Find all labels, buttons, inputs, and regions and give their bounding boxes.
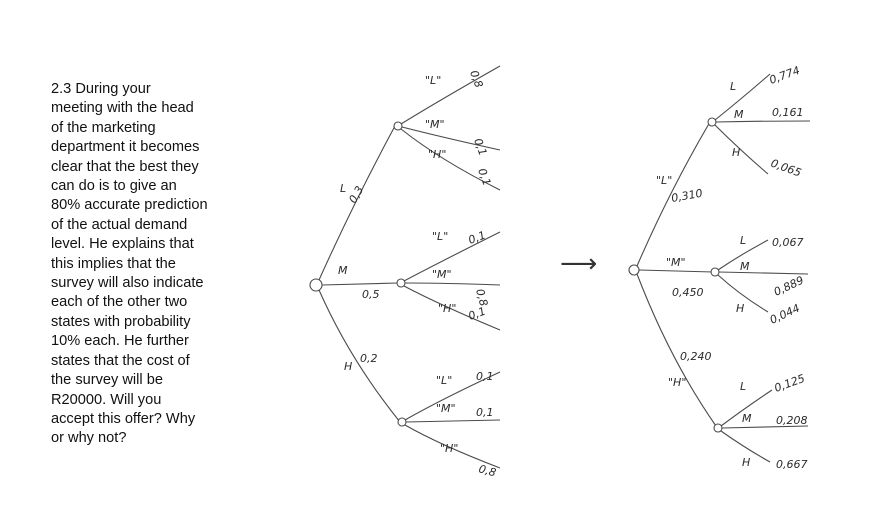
right-sub-prob: 0,889 [771,273,806,299]
right-branch-label: "M" [666,256,686,269]
right-sub-node [708,118,716,126]
right-sub-state: H [742,456,751,469]
left-branch-h-prob: 0,2 [360,352,378,365]
left-sub-prob: 0,1 [475,166,494,188]
right-sub-state: H [736,302,745,315]
left-branch-m-prob: 0,5 [362,288,380,301]
left-branch-m-state: M [338,264,348,277]
right-sub-node [711,268,719,276]
left-sub-label: "L" [432,230,449,243]
right-branch-label: "H" [668,376,687,389]
left-sub-label: "M" [425,118,445,131]
right-sub-prob: 0,161 [772,106,804,119]
left-sub-label: "M" [432,268,452,281]
right-tree [629,64,810,471]
left-sub-label: "H" [440,442,459,455]
right-sub-prob: 0,065 [768,156,804,180]
left-sub-label: "L" [436,374,453,387]
left-sub-node-m [397,279,405,287]
right-branch-prob: 0,450 [672,286,704,299]
right-sub-state: M [734,108,744,121]
right-sub-branch [719,272,808,274]
right-sub-node [714,424,722,432]
left-sub-prob: 0,8 [473,287,491,308]
right-sub-state: L [740,380,747,393]
left-sub-prob: 0,8 [477,462,498,480]
left-sub-branch [405,283,500,285]
right-sub-branch [716,121,810,122]
question-text: 2.3 During your meeting with the head of the marketing department it becomes clear that the best they can do is to give an 80% accurate prediction of the actual demand level. He explains that this implies that the survey will also indicate each of the other two states with probability 10% each. He further states that the cost of the survey will be R20000. Will you accept this offer? Why or why not? [51,81,208,447]
left-sub-prob: 0,1 [471,136,490,158]
right-branch [639,270,713,272]
left-sub-prob: 0,1 [466,228,488,247]
right-sub-state: L [730,80,737,93]
left-sub-prob: 0,1 [476,370,494,383]
right-sub-state: L [740,234,747,247]
left-sub-prob: 0,8 [467,68,486,90]
right-sub-prob: 0,774 [767,63,802,87]
left-sub-prob: 0,1 [476,406,494,419]
left-branch-l-state: L [340,182,347,195]
left-sub-label: "H" [438,302,457,315]
left-sub-branch [401,66,500,124]
right-sub-prob: 0,208 [776,414,808,427]
left-sub-node-h [398,418,406,426]
left-sub-prob: 0,1 [466,304,488,323]
right-sub-prob: 0,044 [767,301,802,327]
right-sub-prob: 0,667 [776,458,808,471]
right-sub-prob: 0,067 [772,236,804,249]
left-branch-l-prob: 0,3 [346,183,367,206]
right-branch-prob: 0,240 [680,350,712,363]
left-sub-label: "L" [425,74,442,87]
right-sub-branch [715,125,768,174]
left-sub-label: "H" [428,148,447,161]
left-sub-branch [406,420,500,422]
transform-arrow: ⟶ [560,249,598,279]
right-sub-state: H [732,146,741,159]
left-sub-label: "M" [436,402,456,415]
right-branch-label: "L" [656,174,673,187]
right-root-node [629,265,639,275]
right-sub-state: M [742,412,752,425]
left-sub-node-l [394,122,402,130]
left-branch-m [322,283,398,285]
left-branch-h-state: H [344,360,353,373]
right-branch-prob: 0,310 [670,186,704,205]
left-root-node [310,279,322,291]
right-sub-state: M [740,260,750,273]
left-tree [310,66,500,479]
right-sub-prob: 0,125 [772,371,807,395]
